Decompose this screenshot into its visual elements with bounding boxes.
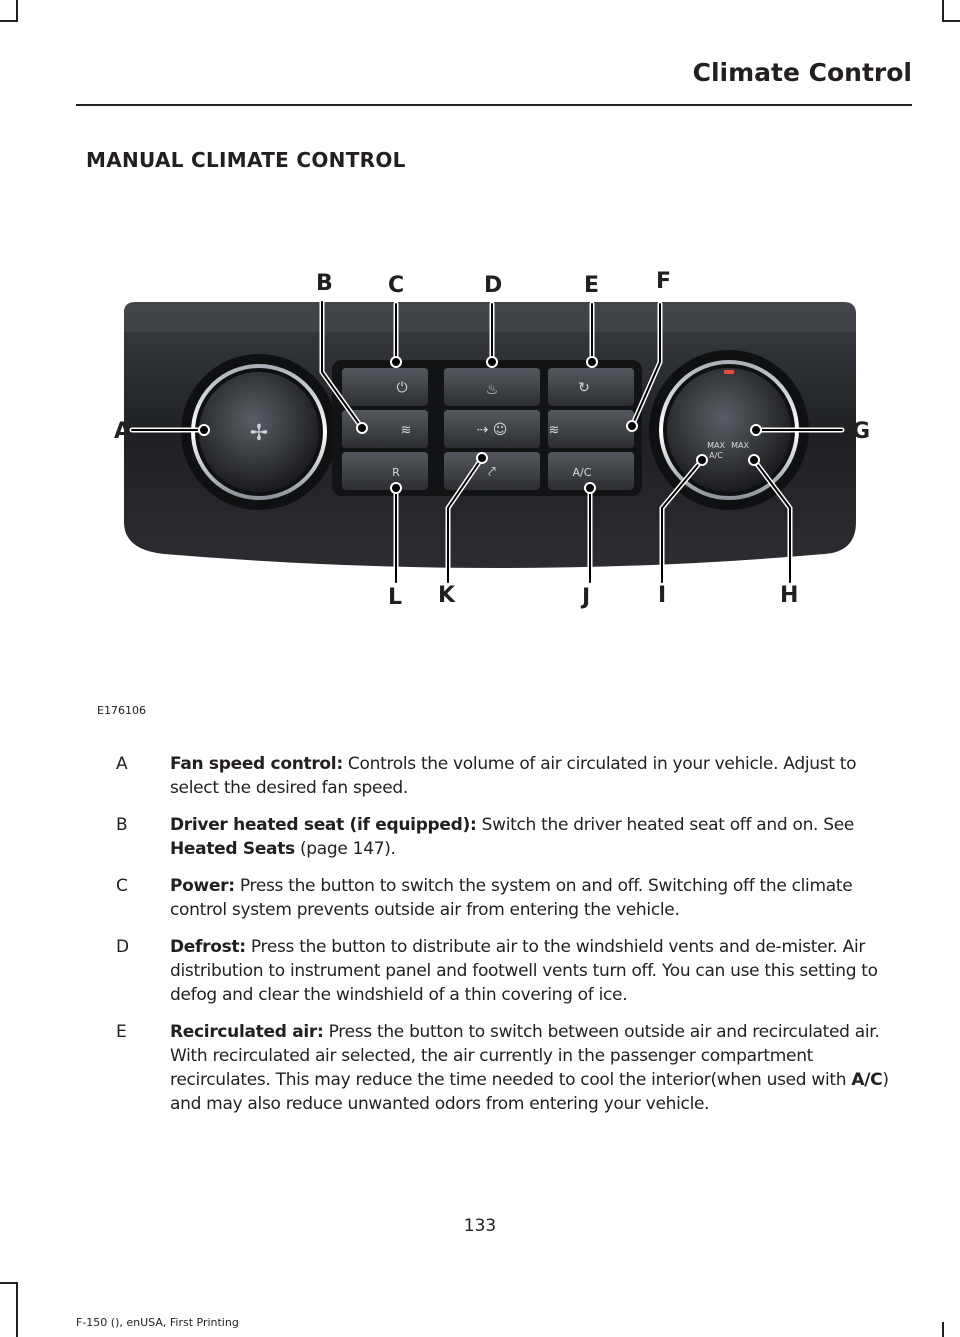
power-icon: ⏻	[396, 380, 408, 396]
ac-button-label: A/C	[572, 466, 592, 479]
callout-g: G	[852, 419, 871, 444]
item-description	[170, 813, 906, 861]
callout-c: C	[388, 273, 405, 298]
item-list	[116, 752, 906, 1129]
crop-mark	[0, 20, 18, 22]
callout-b: B	[316, 271, 333, 296]
max-ac-sub-label: A/C	[709, 451, 723, 460]
recirculate-icon: ↻	[578, 380, 590, 396]
item-text-after: ) and may also reduce unwanted odors from entering your vehicle.	[170, 1070, 889, 1114]
callout-h: H	[780, 583, 799, 608]
section-title: Climate Control	[692, 58, 912, 87]
item-text: Press the button to switch the system on and off. Switching off the climate control system prevents outside air from entering the vehicle.	[170, 876, 853, 920]
item-title: Fan speed control:	[170, 754, 343, 774]
callout-f: F	[656, 269, 672, 294]
climate-control-figure	[104, 252, 884, 672]
item-title: Power:	[170, 876, 235, 896]
item-description	[170, 874, 906, 922]
crop-mark	[16, 0, 18, 22]
list-item	[116, 813, 906, 861]
air-distribution-icon: ⇢ ☺	[476, 422, 508, 438]
item-title: Recirculated air:	[170, 1022, 324, 1042]
item-text: Switch the driver heated seat off and on. See	[476, 815, 855, 835]
page-number: 133	[463, 1216, 497, 1236]
footer-text: F-150 (), enUSA, First Printing	[76, 1316, 239, 1329]
item-title: Driver heated seat (if equipped):	[170, 815, 477, 835]
callout-j: J	[582, 585, 591, 610]
header-rule	[76, 104, 912, 106]
crop-mark	[942, 0, 944, 22]
max-defrost-label: MAX	[731, 441, 749, 450]
list-item	[116, 935, 906, 1007]
item-title: Defrost:	[170, 937, 246, 957]
item-text: Controls the volume of air circulated in your vehicle. Adjust to select the desired fan speed.	[170, 754, 857, 798]
item-text: Press the button to switch between outside air and recirculated air. With recirculated air selected, the air currently in the passenger compartment recirculates. This may reduce the time needed to cool the interior(when used with	[170, 1022, 880, 1090]
item-letter: C	[116, 876, 128, 896]
callout-i: I	[658, 583, 667, 608]
crop-mark	[16, 1282, 18, 1337]
defrost-icon: ♨	[485, 382, 499, 398]
item-description	[170, 1020, 906, 1116]
item-letter: B	[116, 815, 128, 835]
list-item	[116, 874, 906, 922]
item-letter: D	[116, 937, 130, 957]
callout-e: E	[584, 273, 600, 298]
crop-mark	[942, 1322, 944, 1337]
callout-k: K	[438, 583, 456, 608]
item-text: Press the button to distribute air to the windshield vents and de-mister. Air distribution to instrument panel and footwell vents turn off. You can use this setting to defog and clear the windshield of a thin covering of ice.	[170, 937, 878, 1005]
passenger-seat-icon: ≋	[548, 423, 560, 438]
item-letter: A	[116, 754, 128, 774]
cross-reference-page: (page 147).	[294, 839, 396, 859]
rear-defrost-label: R	[392, 466, 400, 479]
list-item	[116, 752, 906, 800]
driver-seat-icon: ≋	[400, 423, 412, 438]
fan-icon: ✢	[249, 421, 269, 446]
item-description	[170, 752, 906, 800]
crop-mark	[942, 20, 960, 22]
max-ac-label: MAX	[707, 441, 725, 450]
page-heading: MANUAL CLIMATE CONTROL	[86, 148, 406, 172]
cross-reference-link[interactable]: Heated Seats	[170, 839, 295, 859]
crop-mark	[0, 1282, 18, 1284]
footwell-icon: ⤤	[488, 464, 496, 480]
callout-d: D	[484, 273, 503, 298]
list-item	[116, 1020, 906, 1116]
figure-id: E176106	[97, 704, 146, 717]
callout-a: A	[114, 419, 132, 444]
item-inline-bold: A/C	[851, 1070, 883, 1090]
item-letter: E	[116, 1022, 127, 1042]
callout-l: L	[388, 585, 403, 610]
item-description	[170, 935, 906, 1007]
climate-control-illustration	[104, 252, 884, 672]
